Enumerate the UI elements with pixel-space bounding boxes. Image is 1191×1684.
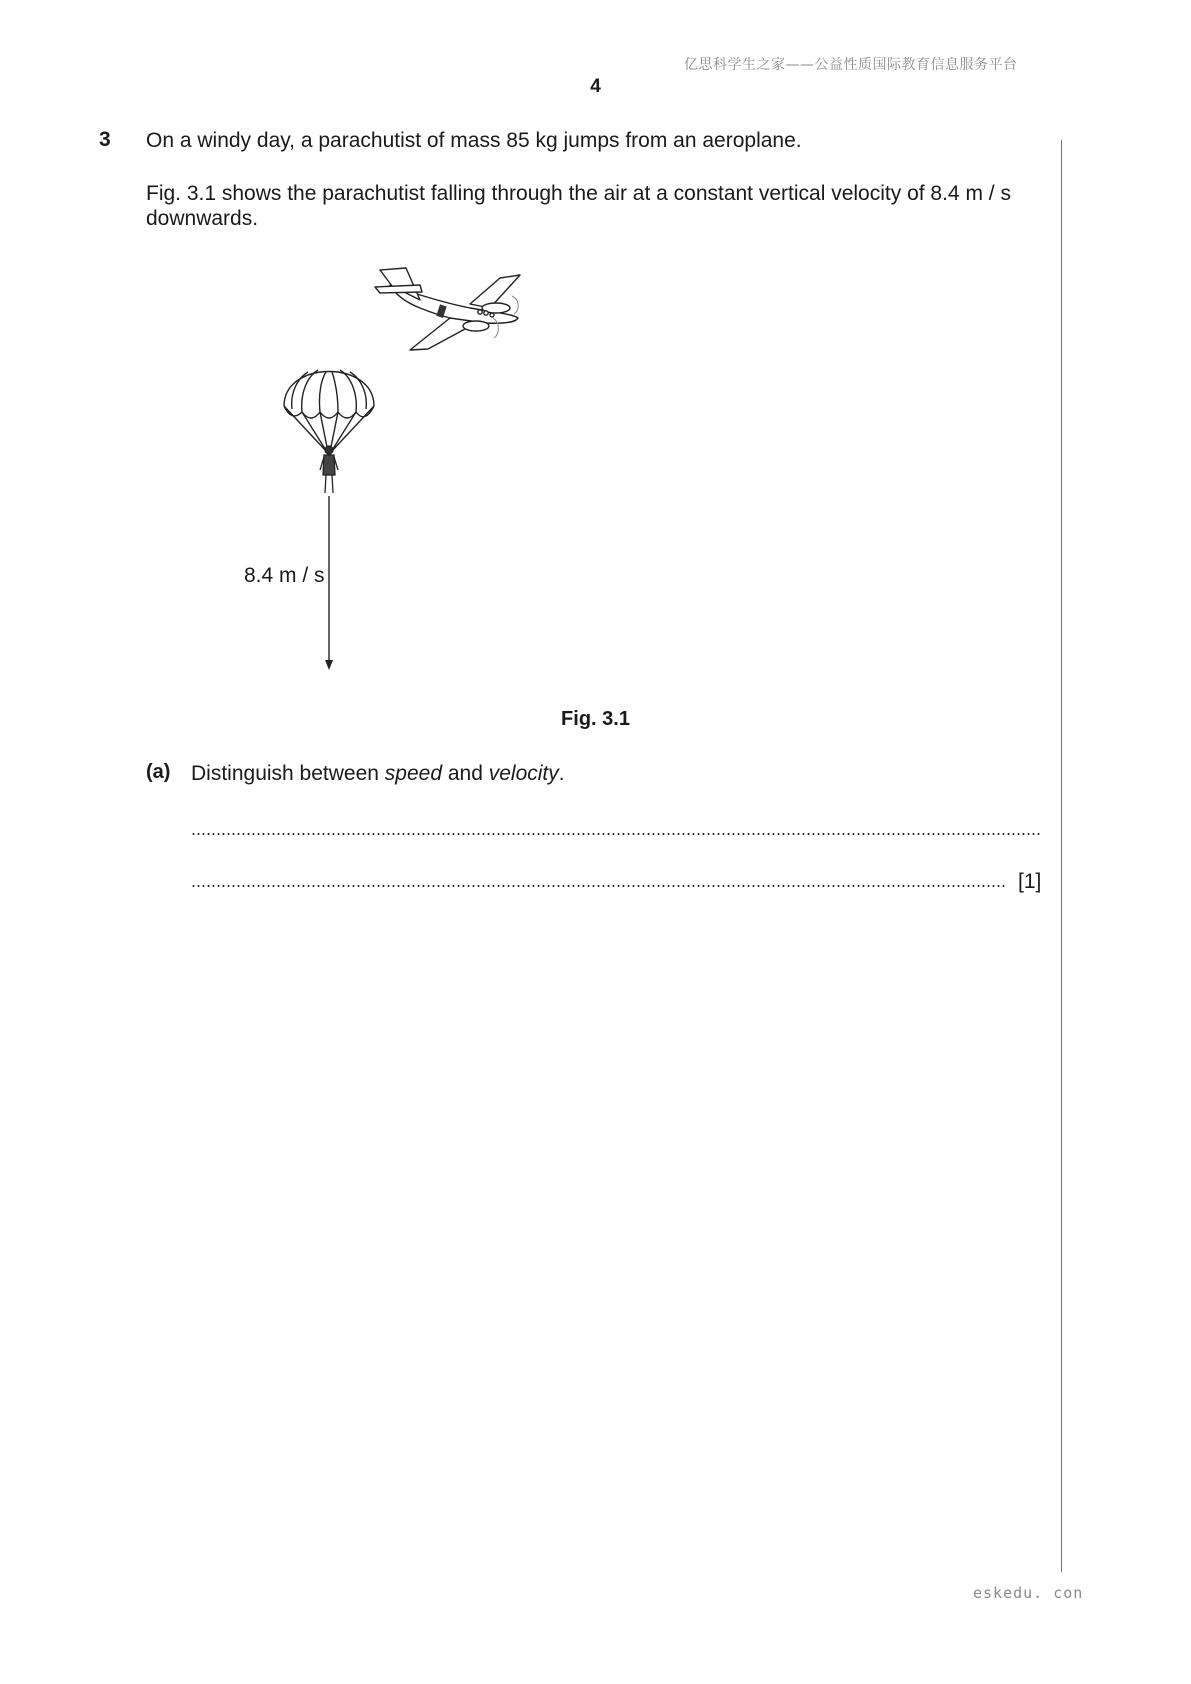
figure-description: Fig. 3.1 shows the parachutist falling through the air at a constant vertical velocity of 8.4 m / s downwards. xyxy=(146,182,1011,230)
question-number: 3 xyxy=(99,128,111,151)
parachute-icon xyxy=(284,370,374,452)
page-number: 4 xyxy=(590,76,601,97)
term-velocity: velocity xyxy=(488,762,559,785)
question-stem: On a windy day, a parachutist of mass 85 kg jumps from an aeroplane. xyxy=(146,129,802,152)
figure-3-1 xyxy=(0,255,600,675)
marks-allocation: [1] xyxy=(1018,870,1042,893)
term-speed: speed xyxy=(384,762,442,785)
answer-line-1[interactable] xyxy=(191,832,1042,836)
answer-line-2[interactable] xyxy=(191,884,1005,888)
aeroplane-icon xyxy=(375,268,520,350)
part-a-text-before: Distinguish between xyxy=(191,762,385,785)
part-a-text-after: . xyxy=(558,762,565,785)
margin-line xyxy=(1061,140,1062,1572)
part-a-text-middle: and xyxy=(442,762,489,785)
part-a-question xyxy=(191,761,565,786)
header-watermark: 亿思科学生之家——公益性质国际教育信息服务平台 xyxy=(684,57,1018,73)
parachutist-icon xyxy=(320,446,338,493)
velocity-arrow xyxy=(325,496,333,670)
figure-caption: Fig. 3.1 xyxy=(561,708,630,730)
velocity-label: 8.4 m / s xyxy=(244,564,325,587)
footer-site: eskedu. con xyxy=(973,1584,1084,1602)
part-a-label: (a) xyxy=(146,761,171,783)
